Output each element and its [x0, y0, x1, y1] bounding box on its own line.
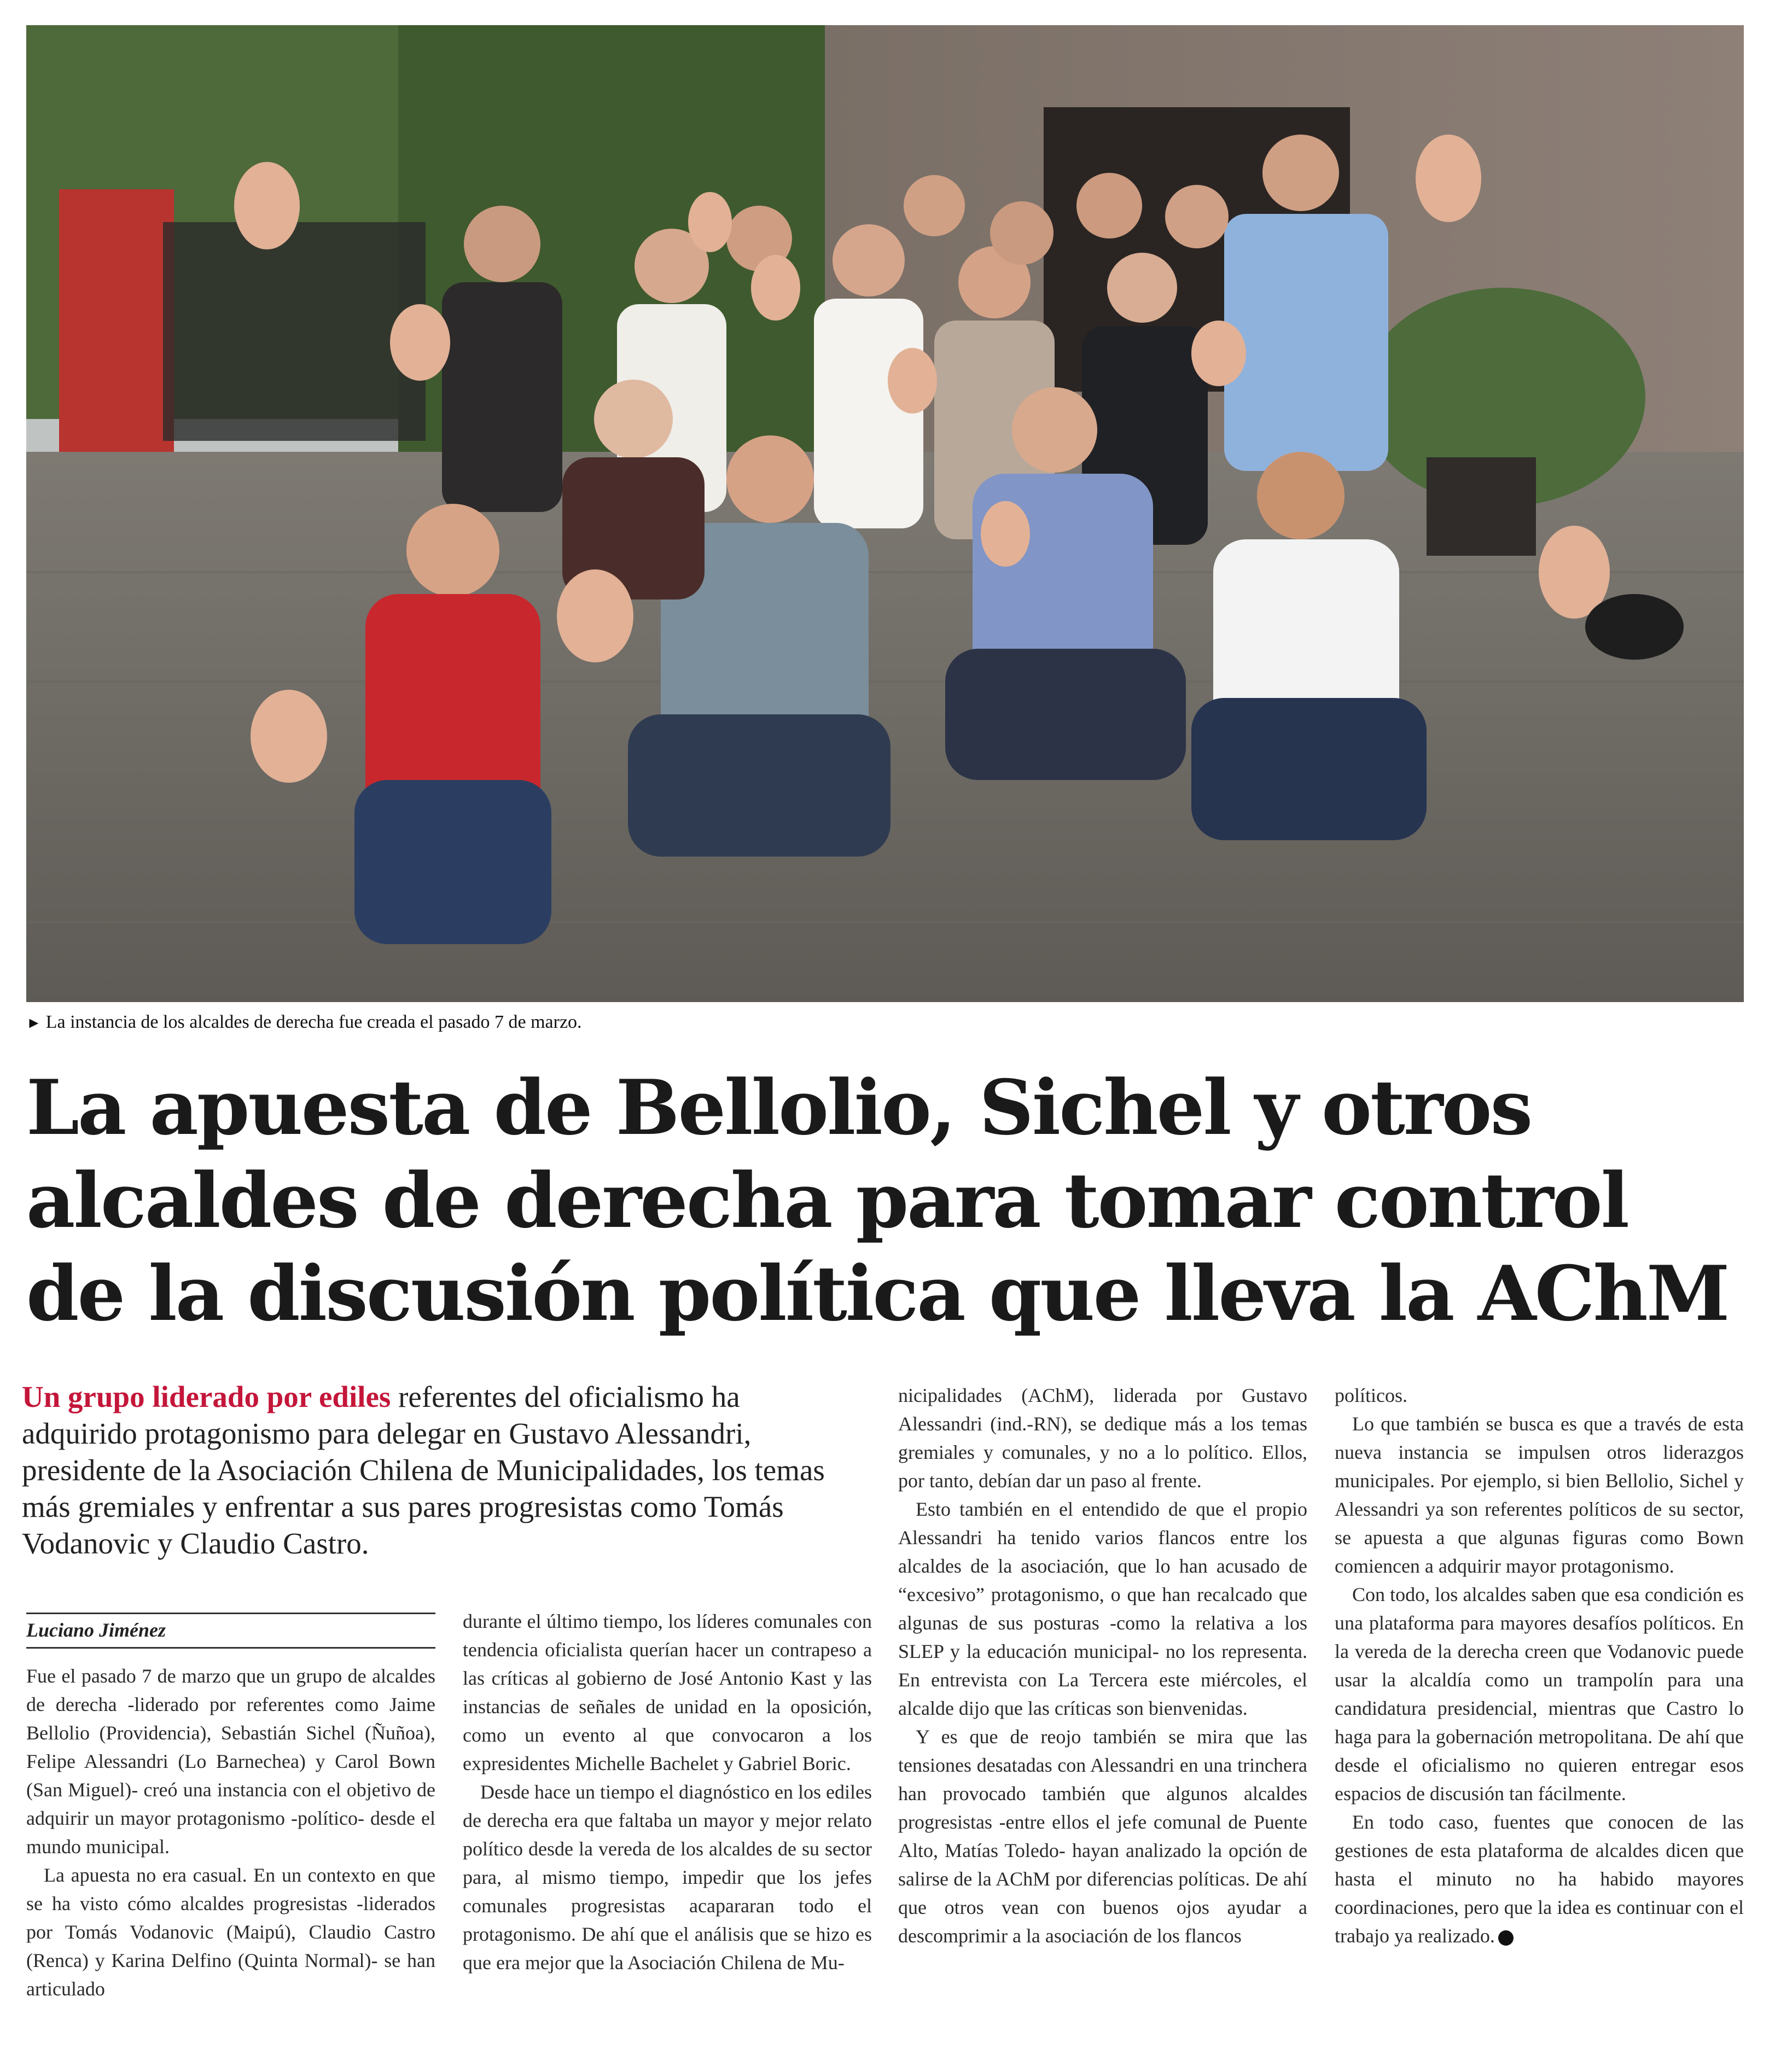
photo-caption	[26, 1012, 582, 1033]
body-paragraph: Fue el pasado 7 de marzo que un grupo de alcaldes de derecha -liderado por referentes como Jaime Bellolio (Providencia), Sebastián Sichel (Ñuñoa), Felipe Alessandri (Lo Barnechea) y Carol Bown (San Miguel)- creó una instancia con el objetivo de adquirir un mayor protagonismo -político- desde el mundo municipal.	[26, 1665, 435, 1858]
caption-arrow-icon: ►	[26, 1015, 42, 1032]
body-paragraph: La apuesta no era casual. En un contexto en que se ha visto cómo alcaldes progresistas -liderados por Tomás Vodanovic (Maipú), Claudio Castro (Renca) y Karina Delfino (Quinta Normal)- se han articulado	[26, 1864, 435, 2000]
caption-text: La instancia de los alcaldes de derecha fue creada el pasado 7 de marzo.	[45, 1012, 582, 1032]
body-paragraph: durante el último tiempo, los líderes comunales con tendencia oficialista querían hacer un contrapeso a las críticas al gobierno de José Antonio Kast y las instancias de señales de unidad en la oposición, como un evento al que convocaron a los expresidentes Michelle Bachelet y Gabriel Boric.	[463, 1610, 872, 1774]
lead-paragraph	[22, 1378, 853, 1562]
headline-line-3: de la discusión política que lleva la AChM	[26, 1249, 1728, 1338]
body-paragraph: Y es que de reojo también se mira que las tensiones desatadas con Alessandri en una trinchera han provocado también que algunos alcaldes progresistas -entre ellos el jefe comunal de Puente Alto, Matías Toledo- hayan analizado la opción de salirse de la AChM por diferencias políticas. De ahí que otros vean con buenos ojos ayudar a descomprimir a la asociación de los flancos	[898, 1726, 1307, 1947]
body-paragraph: Desde hace un tiempo el diagnóstico en los ediles de derecha era que faltaba un mayor y mejor relato político desde la vereda de los alcaldes de su sector para, al mismo tiempo, impedir que los jefes comunales progresistas acapararan todo el protagonismo. De ahí que el análisis que se hizo es que era mejor que la Asociación Chilena de Mu-	[463, 1781, 872, 1974]
final-text: En todo caso, fuentes que conocen de las gestiones de esta plataforma de alcaldes dicen que hasta el minuto no ha habido mayores coordinaciones, pero que la idea es continuar con el trabajo ya realizado.	[1335, 1811, 1744, 1947]
lead-text: referentes del oficialismo ha adquirido protagonismo para delegar en Gustavo Alessandri, presidente de la Asociación Chilena de Municipalidades, los temas más gremiales y enfrentar a sus pares progresistas como Tomás Vodanovic y Claudio Castro.	[22, 1380, 825, 1560]
column-1	[26, 1662, 435, 2003]
article-photo	[26, 25, 1744, 1002]
group-photo-illustration	[26, 25, 1744, 1002]
body-paragraph: Lo que también se busca es que a través de esta nueva instancia se impulsen otros liderazgos municipales. Por ejemplo, si bien Bellolio, Sichel y Alessandri ya son referentes políticos de su sector, se apuesta a que algunas figuras como Bown comiencen a adquirir mayor protagonismo.	[1335, 1413, 1744, 1577]
column-2	[463, 1607, 872, 1977]
body-paragraph: Con todo, los alcaldes saben que esa condición es una plataforma para mayores desafíos políticos. En la vereda de la derecha creen que Vodanovic puede usar la alcaldía como un trampolín para una candidatura presidencial, mientras que Castro lo haga para la gobernación metropolitana. De ahí que desde el oficialismo no quieren entregar esos espacios de discusión tan fácilmente.	[1335, 1584, 1744, 1805]
bag	[1585, 594, 1684, 660]
body-paragraph-final	[1335, 1808, 1744, 1950]
lead-highlight: Un grupo liderado por ediles	[22, 1380, 391, 1413]
column-4	[1335, 1381, 1744, 1950]
end-mark-icon	[1498, 1930, 1514, 1946]
headline	[26, 1061, 1755, 1340]
red-pillar	[59, 189, 174, 452]
headline-line-2: alcaldes de derecha para tomar control	[26, 1156, 1628, 1245]
body-paragraph: Esto también en el entendido de que el propio Alessandri ha tenido varios flancos entre los alcaldes de la asociación, que lo han acusado de “excesivo” protagonismo, o que han recalcado que algunas de sus posturas -como la relativa a los SLEP y la educación municipal- no los representa. En entrevista con La Tercera este miércoles, el alcalde dijo que las críticas son bienvenidas.	[898, 1498, 1307, 1719]
iron-gate	[163, 222, 426, 441]
headline-line-1: La apuesta de Bellolio, Sichel y otros	[26, 1063, 1532, 1152]
body-paragraph: nicipalidades (AChM), liderada por Gustavo Alessandri (ind.-RN), se dedique más a los temas gremiales y comunales, y no a lo político. Ellos, por tanto, debían dar un paso al frente.	[898, 1384, 1307, 1492]
column-3	[898, 1381, 1307, 1950]
byline: Luciano Jiménez	[26, 1613, 435, 1649]
body-paragraph: políticos.	[1335, 1384, 1407, 1406]
